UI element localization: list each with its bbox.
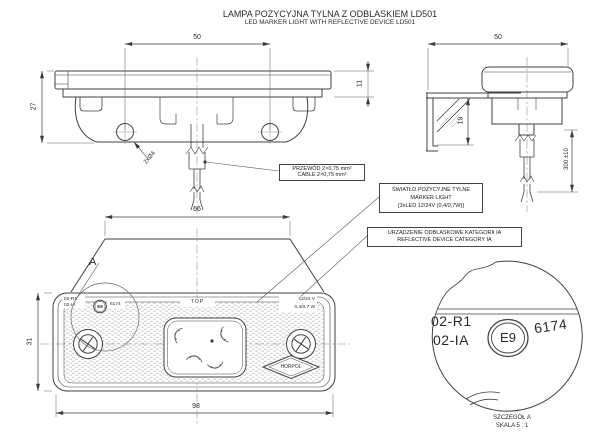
screw-left <box>74 330 103 359</box>
callout-cable-line1: PRZEWÓD 2×0,75 mm² <box>292 166 352 172</box>
detail-a-label: A <box>89 256 97 268</box>
callout-marker-light-box <box>379 183 483 213</box>
dim-side-hole-spacing: 50 <box>193 34 201 41</box>
detail-caption: SZCZEGÓŁ A <box>493 415 531 421</box>
dim-mounting-holes: 2xØ4 <box>143 150 157 166</box>
callout-reflective-box <box>367 227 522 247</box>
cable-bracket-view <box>515 135 536 202</box>
screw-right <box>287 330 316 359</box>
dim-lens-thickness: 11 <box>356 79 364 88</box>
top-view-dimensions <box>105 217 290 236</box>
dim-side-height: 27 <box>30 102 38 111</box>
callout-marker-line2: MARKER LIGHT <box>410 195 452 201</box>
marking-voltage: 12/24 V <box>298 297 315 302</box>
marking-power: 0,4/0,7 W <box>294 304 315 310</box>
callout-cable-box <box>279 164 365 181</box>
dim-front-width: 98 <box>192 403 200 410</box>
callout-marker-line3: [3xLED 12/24V (0,4/0,7W)] <box>398 203 464 209</box>
dim-bracket-height: 19 <box>457 116 465 125</box>
marking-approval-line2: 02-IA <box>64 303 76 308</box>
callout-cable-line2: CABLE 2×0,75 mm² <box>297 172 347 179</box>
marking-approval-number: 6174 <box>110 301 121 307</box>
dim-top-width: 66 <box>193 206 201 213</box>
dim-cable-length: 300 ±10 <box>564 148 570 170</box>
dim-front-height: 31 <box>26 337 34 346</box>
detail-e-mark: E9 <box>500 330 516 345</box>
detail-approval-line2: 02-IA <box>433 332 469 348</box>
marking-brand: HORPOL <box>280 363 302 370</box>
marking-approval-line1: 02-R1 <box>64 297 78 302</box>
side-view-drawing <box>55 57 331 214</box>
marking-top: TOP <box>190 299 205 305</box>
callout-marker-line1: ŚWIATŁO POZYCYJNE TYLNE <box>391 187 471 193</box>
callout-reflective-line2: REFLECTIVE DEVICE CATEGORY IA <box>397 236 492 243</box>
page-subtitle: LED MARKER LIGHT WITH REFLECTIVE DEVICE LD501 <box>244 19 416 26</box>
detail-approval-line1: 02-R1 <box>431 313 472 329</box>
led-window <box>164 318 246 377</box>
dim-bracket-width: 50 <box>494 34 502 41</box>
page-title: LAMPA POZYCYJNA TYLNA Z ODBLASKIEM LD501 <box>222 9 438 19</box>
detail-scale: SKALA 5 : 1 <box>495 423 529 429</box>
front-view-drawing <box>40 263 350 391</box>
marking-e-mark: E9 <box>97 303 103 309</box>
callout-reflective-line1: URZĄDZENIE ODBLASKOWE KATEGORII IA <box>387 229 502 236</box>
bracket-gusset <box>437 99 470 132</box>
detail-approval-number: 6174 <box>533 315 569 337</box>
